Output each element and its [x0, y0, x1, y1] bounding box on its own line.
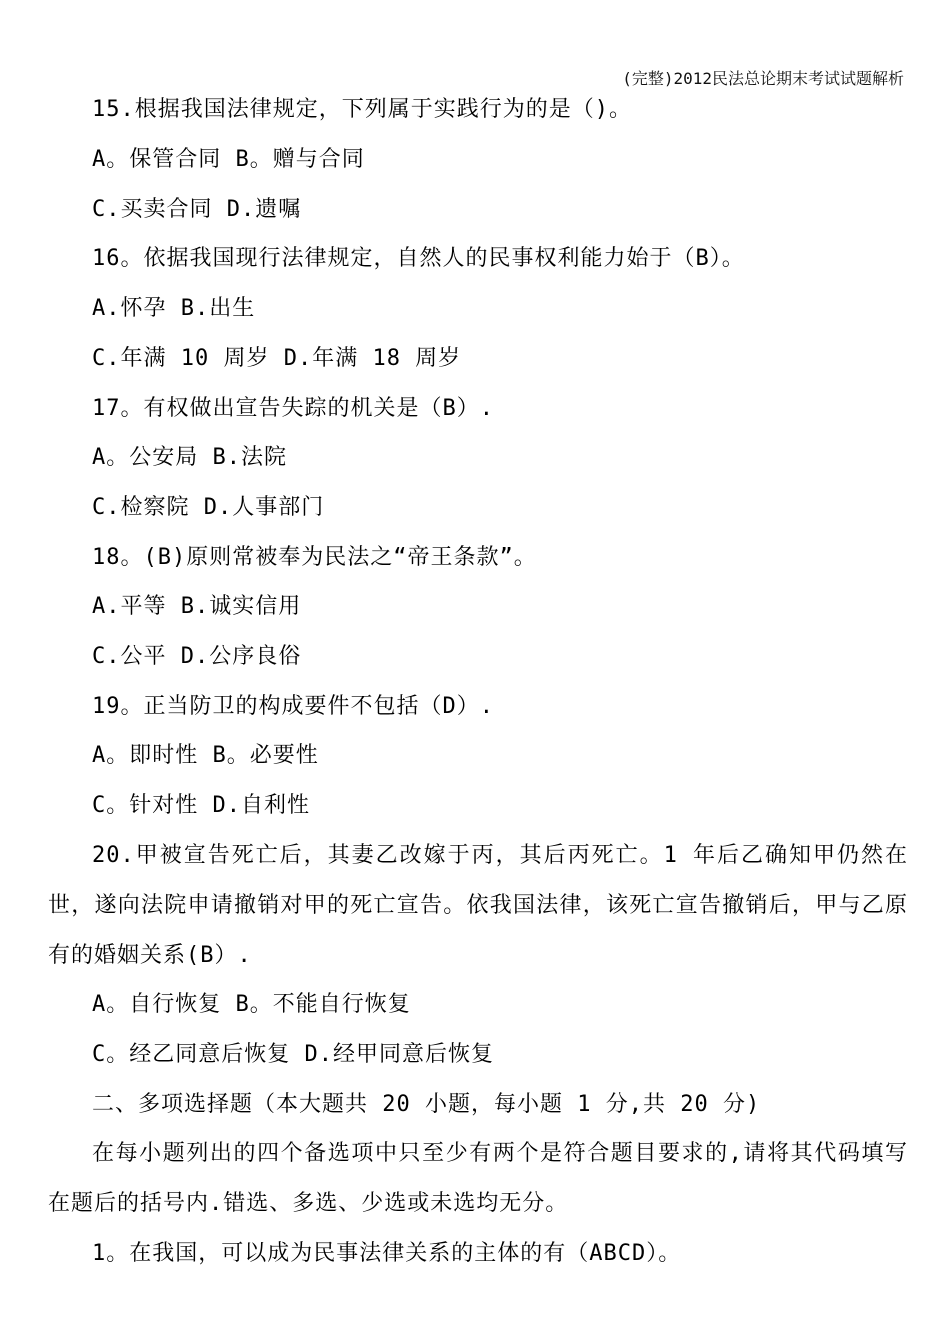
options-20-cd: C。经乙同意后恢复 D.经甲同意后恢复 [92, 1042, 494, 1067]
options-16-ab: A.怀孕 B.出生 [92, 296, 256, 321]
options-18-ab: A.平等 B.诚实信用 [92, 594, 302, 619]
question-17: 17。有权做出宣告失踪的机关是（B）. [92, 396, 494, 421]
options-17-cd: C.检察院 D.人事部门 [92, 495, 325, 520]
options-19-cd: C。针对性 D.自利性 [92, 793, 310, 818]
options-18-cd: C.公平 D.公序良俗 [92, 644, 302, 669]
options-15-cd: C.买卖合同 D.遗嘱 [92, 197, 302, 222]
question-16: 16。依据我国现行法律规定，自然人的民事权利能力始于（B）。 [92, 246, 745, 271]
document-header: (完整)2012民法总论期末考试试题解析 [622, 69, 904, 88]
options-16-cd: C.年满 10 周岁 D.年满 18 周岁 [92, 346, 462, 371]
section-heading-multi: 二、多项选择题（本大题共 20 小题，每小题 1 分,共 20 分) [92, 1092, 761, 1117]
options-17-ab: A。公安局 B.法院 [92, 445, 287, 470]
options-20-ab: A。自行恢复 B。不能自行恢复 [92, 992, 411, 1017]
question-19: 19。正当防卫的构成要件不包括（D）. [92, 694, 494, 719]
question-20: 20.甲被宣告死亡后，其妻乙改嫁于丙，其后丙死亡。1 年后乙确知甲仍然在世，遂向法院申请撤销对甲的死亡宣告。依我国法律，该死亡宣告撤销后，甲与乙原有的婚姻关系(B）. [48, 843, 908, 968]
question-15: 15.根据我国法律规定，下列属于实践行为的是（)。 [92, 97, 632, 122]
section-instructions: 在每小题列出的四个备选项中只至少有两个是符合题目要求的,请将其代码填写在题后的括号内.错选、多选、少选或未选均无分。 [48, 1141, 908, 1216]
options-19-ab: A。即时性 B。必要性 [92, 743, 319, 768]
question-18: 18。(B)原则常被奉为民法之“帝王条款”。 [92, 545, 537, 570]
options-15-ab: A。保管合同 B。赠与合同 [92, 147, 365, 172]
question-multi-1: 1。在我国，可以成为民事法律关系的主体的有（ABCD）。 [92, 1241, 682, 1266]
